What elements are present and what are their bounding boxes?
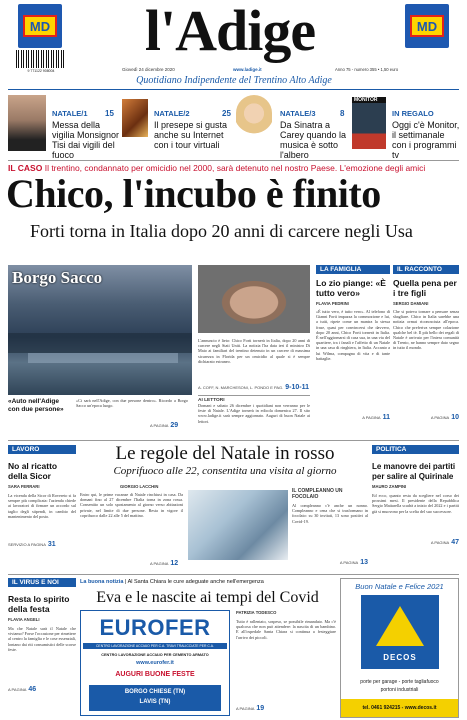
issue-date: Giovedì 24 dicembre 2020 xyxy=(122,67,175,72)
decos-ad[interactable]: Buon Natale e Felice 2021 DECOS porte per garage - porte tagliafuoco portoni industriali tel. 0461 924215 - www.decos.it xyxy=(340,578,459,718)
teaser-label: NATALE/1 xyxy=(52,109,88,118)
birthday-sidebar[interactable]: IL COMPLEANNO UN FOCOLAIO Al compleanno c'è anche un nonno. Compleanno e cena che si trasformano in focolaio: su 30 invitati, 13 sono positivi al Covid-19. A PAGINA 13 xyxy=(292,488,368,566)
lead-body: L'annuncio è lieto: Chico Forti tornerà in Italia, dopo 20 anni di carcere negli Stati Uniti. La notizia l'ha data ieri il ministro Di Maio ai familiari del trentino detenuto in un carcere di massima sicurezza in Florida per un omicidio al quale si è sempre dichiarato estraneo. xyxy=(198,338,310,364)
work-title: No al ricatto della Sicor xyxy=(8,461,58,481)
good-news-body: Tutto è rallentato, sospeso, se possibile rimandato. Ma c'è qualcosa che non può attendere: la nascita di un bambino. E all'ospedale Santa Chiara si continua a festeggiare l'arrivo dei piccoli. xyxy=(236,619,336,640)
family-title: Lo zio piange: «È tutto vero» xyxy=(316,278,386,298)
lead-headline: Chico, l'incubo è finito xyxy=(6,171,381,216)
teaser-page: 15 xyxy=(105,109,114,118)
monitor-magazine-cover: MONITOR xyxy=(352,97,386,149)
borgo-sacco-photo[interactable] xyxy=(8,265,192,395)
christmas-headline: Le regole del Natale in rosso xyxy=(115,443,335,464)
good-news-column[interactable]: PATRIZIA TODESCO Tutto è rallentato, sospeso, se possibile rimandato. Ma c'è qualcosa che non può attendere: la nascita di un bambino. E all'ospedale Santa Chiara si continua a festeggiare l'arrivo dei piccoli. A PAGINA 19 xyxy=(236,610,336,712)
portrait-singer xyxy=(236,95,272,141)
portrait-bishop xyxy=(8,95,46,151)
virus-title: Resta lo spirito della festa xyxy=(8,594,70,614)
politics-label: POLITICA xyxy=(372,445,459,454)
eurofer-ad[interactable]: EUROFER CENTRO LAVORAZIONE ACCIAIO PER C.A. TRAVI TRALICCIATE PER C.A. CENTRO LAVORAZIONE ACCIAIO PER CEMENTO ARMATO www.eurofer.it AUGURI BUONE FESTE BORGO CHIESE (TN) LAVIS (TN) xyxy=(80,610,230,716)
lead-subhead: Forti torna in Italia dopo 20 anni di carcere negli Usa xyxy=(30,221,413,241)
teaser-page: 25 xyxy=(222,109,231,118)
story-column[interactable]: IL RACCONTO Quella pena per i tre figli SERGIO DAMIANI Che si poteva tornare a pensare senza sbagliare. Chico in Italia sarebbe una notizia ormai riconosciuta all'epoca. Chico che preferiva sempre colazione qualche bel tè. Il più bello dei regali di Natale è arrivato per l'intera comunità di Trento, ne hanno sempre dato segno in tutto il mondo. A PAGINA 10 xyxy=(393,266,459,421)
nativity-image xyxy=(122,99,148,137)
teaser-in-regalo[interactable] xyxy=(352,95,462,160)
good-news-headline: Eva e le nascite ai tempi del Covid xyxy=(96,589,319,606)
family-column[interactable]: LA FAMIGLIA Lo zio piange: «È tutto vero» FLAVIA PEDRINI «È tutto vero, è tutto vero». Al telefono di Gianni Forti impazza la commozione e lui, a tutti, ripete come un mantra la stessa frase, quasi per convincersi che davvero, dopo 20 anni, Chico Forti tornerà in Italia. È nell'aggiornarsi di casa sua, in una via del quartiere, tra i fanali e l'affetto di un Natale in una casa di ringhiera, in Italia. Accanto a lui Wilma, compagna di vita e di tante battaglie. A PAGINA 11 xyxy=(316,266,390,421)
story-label: IL RACCONTO xyxy=(393,265,459,274)
masthead: l'Adige xyxy=(144,0,316,63)
photo-page-ref: A PAGINA 29 xyxy=(150,422,179,429)
virus-label: IL VIRUS E NOI xyxy=(8,578,76,587)
politics-title: Le manovre dei partiti per salire al Quirinale xyxy=(372,462,456,481)
readers-notice: AI LETTORI Domani e sabato 26 dicembre i quotidiani non verranno per le feste di Natale. L'Adige tornerà in edicola domenica 27. Il sito www.ladige.it sarà sempre aggiornato. Auguri di buon Natale ai lettori. xyxy=(198,398,310,424)
photo-quote: «Auto nell'Adige con due persone» xyxy=(8,398,64,413)
chico-portrait xyxy=(198,265,310,333)
photo-title: Borgo Sacco xyxy=(12,268,103,287)
teaser-page: 8 xyxy=(340,109,345,118)
lab-photo xyxy=(188,490,288,560)
story-title: Quella pena per i tre figli xyxy=(393,278,457,298)
christmas-subhead: Coprifuoco alle 22, consentita una visita al giorno xyxy=(113,465,337,477)
virus-body: Ma che Natale sarà il Natale che viviamo? Forse l'occasione per rimettere al centro la famiglia e le cose essenziali, lontano dai riti consumistici delle scorse feste. xyxy=(8,626,76,652)
good-news-kicker: La buona notizia | Al Santa Chiara le cure adeguate anche nell'emergenza xyxy=(80,579,264,585)
teaser-label: NATALE/3 xyxy=(280,109,316,118)
lead-kicker: IL CASO Il trentino, condannato per omicidio nel 2000, sarà detenuto nel nostro Paese. L'emozione degli amici xyxy=(8,163,426,173)
photo-caption: «Ci sarà nell'Adige, con due persone dentro». Ricordo a Borgo Sacco un'epoca luogo. xyxy=(76,398,188,409)
work-label: LAVORO xyxy=(8,445,76,454)
family-body: «È tutto vero, è tutto vero». Al telefono di Gianni Forti impazza la commozione e lui, a tutti, ripete come un mantra la stessa frase, quasi per convincersi che davvero, dopo 20 anni, Chico Forti tornerà in Italia. È nell'aggiornarsi di casa sua, in una via del quartiere, tra i fanali e l'affetto di un Natale in una casa di ringhiera, in Italia. Accanto a lui Wilma, compagna di vita e di tante battaglie. xyxy=(316,309,390,361)
family-label: LA FAMIGLIA xyxy=(316,265,390,274)
issue-info: Anno 75 - numero 355 • 1,50 euro xyxy=(335,67,399,72)
teaser-natale-1[interactable] xyxy=(8,95,120,160)
teaser-natale-3[interactable] xyxy=(236,95,348,160)
teaser-label: IN REGALO xyxy=(392,109,434,118)
virus-column[interactable]: IL VIRUS E NOI Resta lo spirito della festa FLAVIA ANGELI Ma che Natale sarà il Natale che viviamo? Forse l'occasione per rimettere al centro la famiglia e le cose essenziali, lontano dai riti consumistici delle scorse feste. A PAGINA 46 xyxy=(8,579,76,693)
politics-column[interactable]: POLITICA Le manovre dei partiti per salire al Quirinale MAURO ZAMPINI Ed ecco, quanto resta da scegliere nel corso dei prossimi mesi. Il presidente della Repubblica Sergio Mattarella scadrà a inizio del 2022 e i partiti già si muovono per la scelta del suo successore. A PAGINA 47 xyxy=(372,446,459,546)
teaser-label: NATALE/2 xyxy=(154,109,190,118)
teaser-natale-2[interactable] xyxy=(122,95,234,157)
sponsor-logo-left: MD xyxy=(18,4,62,48)
teaser-title: Il presepe si gusta anche su Internet con i tour virtuali xyxy=(154,120,228,150)
teaser-title: Da Sinatra a Carey quando la musica è sotto l'albero xyxy=(280,120,347,160)
subtitle: Quotidiano Indipendente del Trentino Alto Adige xyxy=(136,75,332,86)
story-body: Che si poteva tornare a pensare senza sbagliare. Chico in Italia sarebbe una notizia ormai riconosciuta all'epoca. Chico che preferiva sempre colazione qualche bel tè. Il più bello dei regali di Natale è arrivato per l'intera comunità di Trento, ne hanno sempre dato segno in tutto il mondo. xyxy=(393,309,459,351)
lead-pages: A. COFF, N. MARCHESONI, L. PONDO E PAG. 9-10-11 xyxy=(198,384,310,391)
politics-body: Ed ecco, quanto resta da scegliere nel corso dei prossimi mesi. Il presidente della Repubblica Sergio Mattarella scadrà a inizio del 2022 e i partiti già si muovono per la scelta del suo successore. xyxy=(372,493,459,514)
eurofer-brand: EUROFER xyxy=(99,615,211,640)
sponsor-logo-right: MD xyxy=(405,4,449,48)
work-column[interactable]: LAVORO No al ricatto della Sicor SARA FERRARI La vicenda della Sicor di Rovereto si fa sempre più complicata: l'azienda chiede ai lavoratori di firmare un accordo sul taglio degli stipendi, in cambio del mantenimento del posto. SERVIZIO A PAGINA 31 xyxy=(8,446,76,548)
barcode xyxy=(16,50,64,68)
barcode-digits: 9 771122 908004 xyxy=(27,69,55,73)
teaser-title: Oggi c'è Monitor, il settimanale con i programmi tv xyxy=(392,120,460,160)
work-body: La vicenda della Sicor di Rovereto si fa sempre più complicata: l'azienda chiede ai lavoratori di firmare un accordo sul taglio degli stipendi, in cambio del mantenimento del posto. xyxy=(8,493,76,519)
website-link[interactable]: www.ladige.it xyxy=(233,67,262,72)
teaser-title: Messa della vigilia Monsignor Tisi dai vigili del fuoco xyxy=(52,120,120,160)
christmas-body: Entro qui, le prime vacanze di Natale rinchiusi in casa. Da domani fino al 27 dicembre l'Italia torna in zona rossa. Consentito un solo spostamento al giorno verso abitazioni private, nel limite di due persone. Resta in vigore il coprifuoco dalle 22 alle 5 del mattino. xyxy=(80,492,183,518)
